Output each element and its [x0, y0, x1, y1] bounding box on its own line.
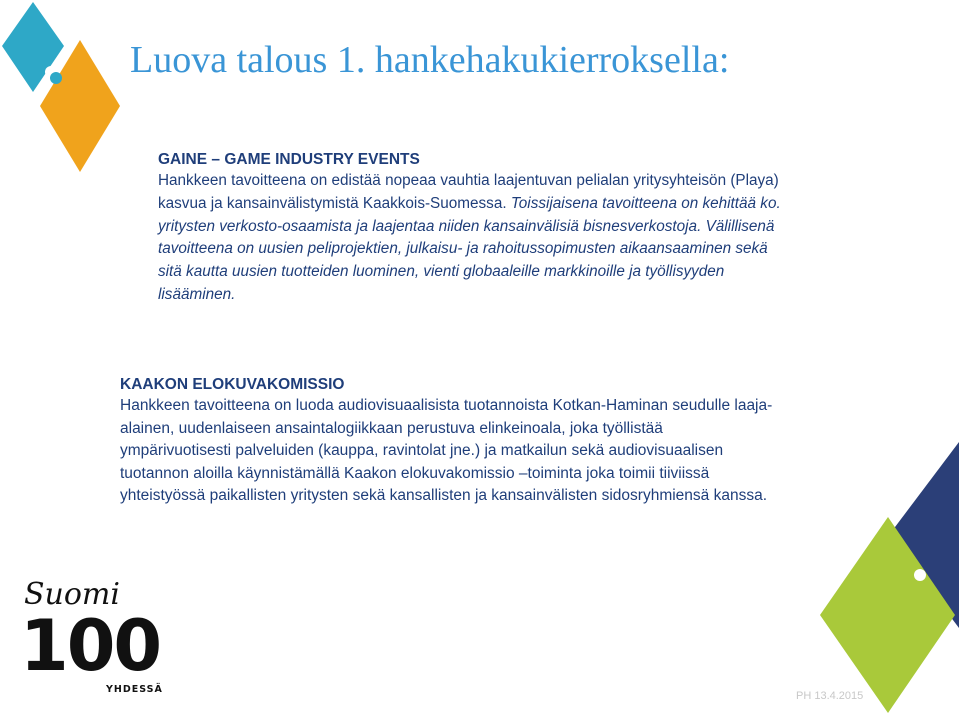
- footer-date: PH 13.4.2015: [796, 690, 864, 702]
- section-heading: GAINE – GAME INDUSTRY EVENTS: [158, 151, 420, 168]
- body-line: tavoitteena on uusien peliprojektien, julkaisu- ja rahoitussopimusten aikaansaaminen sekä: [158, 240, 768, 258]
- orange-diamond-icon: [34, 38, 124, 183]
- body-line-part: kasvua ja kansainvälistymistä Kaakkois-Suomessa.: [158, 194, 507, 212]
- body-line: lisääminen.: [158, 285, 236, 303]
- body-line: ympärivuotisesti palveluiden (kauppa, ravintolat jne.) ja matkailun sekä audiovisuaalisen: [120, 442, 724, 459]
- body-line: Hankkeen tavoitteena on edistää nopeaa vauhtia laajentuvan pelialan yritysyhteisön (Playa): [158, 172, 779, 189]
- page-title: Luova talous 1. hankehakukierroksella:: [130, 39, 730, 81]
- body-line: alainen, uudenlaiseen ansaintalogiikkaan perustuva elinkeinoala, joka työllistää: [120, 419, 663, 437]
- section-body: [120, 395, 840, 508]
- logo-caption: YHDESSÄ: [106, 684, 163, 695]
- body-line: sitä kautta uusien tuotteiden luominen, vienti globaaleille markkinoille ja työllisyyden: [158, 263, 725, 281]
- suomi100-logo: [18, 568, 168, 698]
- logo-script-text: Suomi: [24, 577, 120, 612]
- section-elokuvakomissio: [120, 375, 840, 508]
- body-line: yhteistyössä paikallisten yritysten sekä kansallisten ja kansainvälisten sidosryhmiensä kanssa.: [120, 487, 768, 504]
- section-heading: KAAKON ELOKUVAKOMISSIO: [120, 376, 345, 393]
- section-gaine: [158, 150, 878, 307]
- body-line: tuotannon aloilla käynnistämällä Kaakon elokuvakomissio –toiminta joka toimii tiiviissä: [120, 464, 710, 482]
- body-line: [158, 193, 878, 216]
- body-line: Hankkeen tavoitteena on luoda audiovisuaalisista tuotannoista Kotkan-Haminan seudulle laaja-: [120, 397, 773, 414]
- lime-diamond-icon: [808, 515, 959, 713]
- body-line: yritysten verkosto-osaamista ja laajentaa niiden kansainvälisiä bisnesverkostoja. Välillisenä: [158, 217, 775, 235]
- logo-number: 100: [20, 605, 161, 687]
- body-line-part: Toissijaisena tavoitteena on kehittää ko.: [506, 194, 781, 212]
- section-body: [158, 170, 878, 307]
